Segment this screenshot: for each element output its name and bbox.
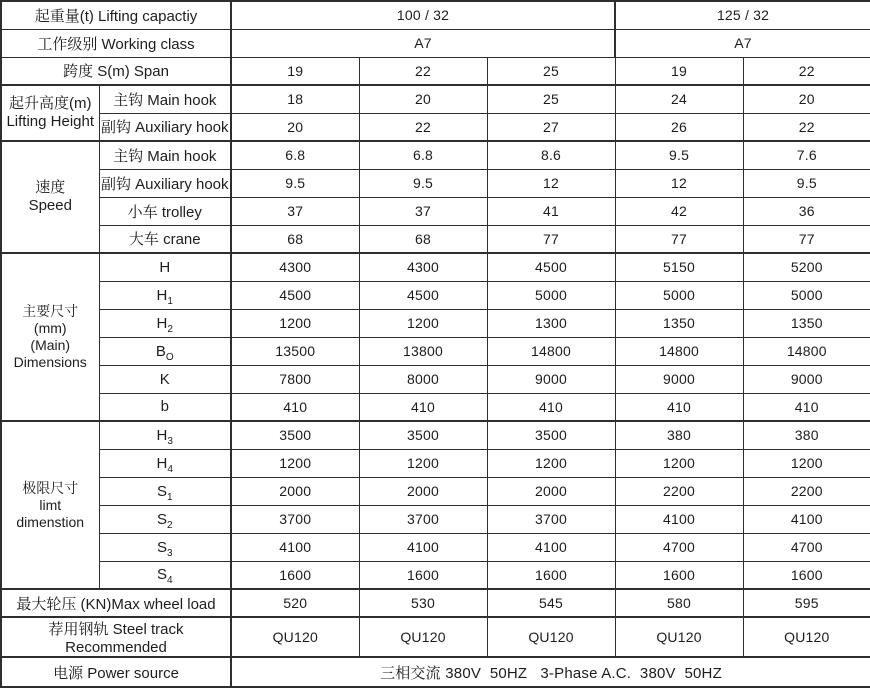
value-cell: 7800 xyxy=(231,365,359,393)
value-cell: 1350 xyxy=(743,309,870,337)
dim-symbol: B xyxy=(155,342,166,360)
value-cell: 20 xyxy=(743,85,870,113)
section-label-line: (mm) xyxy=(33,320,67,336)
row-dim-H4 xyxy=(1,449,870,477)
value-cell: QU120 xyxy=(743,617,870,657)
value-cell: 77 xyxy=(487,225,615,253)
value-cell: 1300 xyxy=(487,309,615,337)
section-label-line: (Main) xyxy=(30,337,71,353)
dim-symbol: b xyxy=(160,398,169,416)
value-cell: 380 xyxy=(615,421,743,449)
value-cell: 4500 xyxy=(487,253,615,281)
section-limit-dimension-label xyxy=(1,421,99,589)
value-cell: 4300 xyxy=(231,253,359,281)
value-cell: 5000 xyxy=(615,281,743,309)
span-value: 22 xyxy=(743,57,870,85)
value-cell: 4500 xyxy=(359,281,487,309)
value-cell: 3500 xyxy=(231,421,359,449)
value-cell: 3500 xyxy=(487,421,615,449)
row-label-cell xyxy=(99,477,231,505)
power-source-label: 电源 Power source xyxy=(1,657,231,687)
row-label-cell xyxy=(99,561,231,589)
value-cell: 42 xyxy=(615,197,743,225)
value-cell: 24 xyxy=(615,85,743,113)
value-cell: 1200 xyxy=(743,449,870,477)
dim-subscript: 1 xyxy=(166,491,173,503)
row-speed-aux-hook xyxy=(1,169,870,197)
row-max-wheel-load xyxy=(1,589,870,617)
value-cell: 1600 xyxy=(231,561,359,589)
section-label-line: 极限尺寸 xyxy=(22,479,79,496)
value-cell: 8.6 xyxy=(487,141,615,169)
row-span xyxy=(1,57,870,85)
value-cell: 380 xyxy=(743,421,870,449)
value-cell: 20 xyxy=(231,113,359,141)
row-label-cell xyxy=(99,309,231,337)
value-cell: 2000 xyxy=(487,477,615,505)
value-cell: 1600 xyxy=(487,561,615,589)
row-speed-main-hook xyxy=(1,141,870,169)
lifting-capacity-value-group1: 100 / 32 xyxy=(231,1,615,29)
value-cell: 4300 xyxy=(359,253,487,281)
value-cell: 27 xyxy=(487,113,615,141)
value-cell: 545 xyxy=(487,589,615,617)
row-label-cell xyxy=(99,365,231,393)
value-cell: 6.8 xyxy=(359,141,487,169)
value-cell: 6.8 xyxy=(231,141,359,169)
lifting-capacity-label: 起重量(t) Lifting capactiy xyxy=(1,1,231,29)
row-speed-crane xyxy=(1,225,870,253)
section-label-line: Lifting Height xyxy=(6,113,95,130)
value-cell: 8000 xyxy=(359,365,487,393)
dim-subscript: O xyxy=(165,351,174,363)
row-steel-track xyxy=(1,617,870,657)
working-class-label: 工作级别 Working class xyxy=(1,29,231,57)
row-lifting-capacity xyxy=(1,1,870,29)
value-cell: 5000 xyxy=(487,281,615,309)
section-lifting-height-label xyxy=(1,85,99,141)
value-cell: 12 xyxy=(487,169,615,197)
value-cell: 9.5 xyxy=(743,169,870,197)
row-dim-H3 xyxy=(1,421,870,449)
row-working-class xyxy=(1,29,870,57)
row-dim-H1 xyxy=(1,281,870,309)
max-wheel-load-label: 最大轮压 (KN)Max wheel load xyxy=(1,589,231,617)
dim-symbol: S xyxy=(156,482,167,500)
working-class-value-group1: A7 xyxy=(231,29,615,57)
value-cell: 22 xyxy=(743,113,870,141)
section-label-line: 速度 xyxy=(35,179,66,196)
value-cell: QU120 xyxy=(231,617,359,657)
row-label-cell xyxy=(99,281,231,309)
value-cell: 580 xyxy=(615,589,743,617)
dim-symbol: H xyxy=(159,258,171,276)
working-class-value-group2: A7 xyxy=(615,29,870,57)
dim-symbol: H xyxy=(156,454,168,472)
value-cell: 12 xyxy=(615,169,743,197)
span-label: 跨度 S(m) Span xyxy=(1,57,231,85)
dim-subscript: 3 xyxy=(167,435,173,447)
value-cell: 4100 xyxy=(359,533,487,561)
value-cell: 9000 xyxy=(743,365,870,393)
row-dim-S2 xyxy=(1,505,870,533)
span-value: 19 xyxy=(231,57,359,85)
value-cell: 4100 xyxy=(231,533,359,561)
row-dim-S4 xyxy=(1,561,870,589)
value-cell: 20 xyxy=(359,85,487,113)
value-cell: 520 xyxy=(231,589,359,617)
value-cell: 5200 xyxy=(743,253,870,281)
value-cell: 2200 xyxy=(615,477,743,505)
span-value: 22 xyxy=(359,57,487,85)
value-cell: 1600 xyxy=(359,561,487,589)
value-cell: QU120 xyxy=(487,617,615,657)
row-dim-H xyxy=(1,253,870,281)
steel-track-label-line: 荐用钢轨 Steel track xyxy=(48,621,184,638)
value-cell: 5000 xyxy=(743,281,870,309)
value-cell: 14800 xyxy=(615,337,743,365)
value-cell: 410 xyxy=(487,393,615,421)
section-label-line: 起升高度(m) xyxy=(9,95,92,112)
value-cell: 410 xyxy=(615,393,743,421)
dim-symbol: H xyxy=(156,286,168,304)
row-label-cell xyxy=(99,449,231,477)
row-dim-B0 xyxy=(1,337,870,365)
row-label-cell xyxy=(99,393,231,421)
dim-subscript: 1 xyxy=(167,295,173,307)
value-cell: 410 xyxy=(743,393,870,421)
value-cell: 77 xyxy=(743,225,870,253)
value-cell: 9.5 xyxy=(359,169,487,197)
span-value: 19 xyxy=(615,57,743,85)
value-cell: 1200 xyxy=(359,449,487,477)
value-cell: 7.6 xyxy=(743,141,870,169)
row-label-cell: 小车 trolley xyxy=(99,197,231,225)
section-speed-label xyxy=(1,141,99,253)
value-cell: 68 xyxy=(231,225,359,253)
section-label-line: Speed xyxy=(28,197,72,214)
value-cell: 1200 xyxy=(231,309,359,337)
value-cell: 22 xyxy=(359,113,487,141)
value-cell: 3500 xyxy=(359,421,487,449)
value-cell: 13800 xyxy=(359,337,487,365)
value-cell: 4100 xyxy=(487,533,615,561)
row-lifting-height-main-hook xyxy=(1,85,870,113)
dim-symbol: H xyxy=(156,314,168,332)
value-cell: 41 xyxy=(487,197,615,225)
lifting-capacity-value-group2: 125 / 32 xyxy=(615,1,870,29)
row-label-cell: 主钩 Main hook xyxy=(99,141,231,169)
row-lifting-height-aux-hook xyxy=(1,113,870,141)
steel-track-label xyxy=(1,617,231,657)
row-label-cell xyxy=(99,421,231,449)
dim-symbol: K xyxy=(159,370,170,388)
value-cell: 2200 xyxy=(743,477,870,505)
row-label-cell: 副钩 Auxiliary hook xyxy=(99,113,231,141)
value-cell: 4500 xyxy=(231,281,359,309)
value-cell: 14800 xyxy=(743,337,870,365)
value-cell: 13500 xyxy=(231,337,359,365)
value-cell: 5150 xyxy=(615,253,743,281)
row-speed-trolley xyxy=(1,197,870,225)
value-cell: 18 xyxy=(231,85,359,113)
section-label-line: limt xyxy=(39,496,62,513)
value-cell: 3700 xyxy=(359,505,487,533)
section-label-line: dimenstion xyxy=(16,513,85,530)
dim-symbol: S xyxy=(156,538,167,556)
dim-subscript: 4 xyxy=(167,463,173,475)
section-label-line: Dimensions xyxy=(13,354,87,370)
value-cell: 530 xyxy=(359,589,487,617)
value-cell: QU120 xyxy=(359,617,487,657)
value-cell: 4700 xyxy=(615,533,743,561)
dim-symbol: H xyxy=(156,426,168,444)
row-dim-S1 xyxy=(1,477,870,505)
steel-track-label-line: Recommended xyxy=(65,639,167,656)
value-cell: 68 xyxy=(359,225,487,253)
value-cell: 26 xyxy=(615,113,743,141)
row-label-cell: 副钩 Auxiliary hook xyxy=(99,169,231,197)
value-cell: 1200 xyxy=(615,449,743,477)
value-cell: 14800 xyxy=(487,337,615,365)
value-cell: 2000 xyxy=(359,477,487,505)
value-cell: 3700 xyxy=(487,505,615,533)
dim-subscript: 4 xyxy=(166,575,173,587)
row-label-cell: 主钩 Main hook xyxy=(99,85,231,113)
row-dim-K xyxy=(1,365,870,393)
value-cell: 410 xyxy=(359,393,487,421)
dim-subscript: 2 xyxy=(166,519,173,531)
row-power-source xyxy=(1,657,870,687)
row-label-cell xyxy=(99,533,231,561)
value-cell: 9000 xyxy=(615,365,743,393)
value-cell: 1200 xyxy=(231,449,359,477)
dim-symbol: S xyxy=(156,566,167,584)
dim-subscript: 3 xyxy=(166,547,173,559)
value-cell: 36 xyxy=(743,197,870,225)
value-cell: 595 xyxy=(743,589,870,617)
row-label-cell xyxy=(99,505,231,533)
row-label-cell xyxy=(99,253,231,281)
value-cell: 2000 xyxy=(231,477,359,505)
row-label-cell xyxy=(99,337,231,365)
value-cell: 3700 xyxy=(231,505,359,533)
value-cell: 1200 xyxy=(487,449,615,477)
section-main-dimensions-label xyxy=(1,253,99,421)
row-dim-S3 xyxy=(1,533,870,561)
value-cell: 4100 xyxy=(743,505,870,533)
row-dim-H2 xyxy=(1,309,870,337)
value-cell: 37 xyxy=(231,197,359,225)
value-cell: 4700 xyxy=(743,533,870,561)
value-cell: 9.5 xyxy=(231,169,359,197)
value-cell: 1200 xyxy=(359,309,487,337)
value-cell: 9000 xyxy=(487,365,615,393)
value-cell: 25 xyxy=(487,85,615,113)
value-cell: 9.5 xyxy=(615,141,743,169)
dim-subscript: 2 xyxy=(167,323,173,335)
value-cell: 410 xyxy=(231,393,359,421)
section-label-line: 主要尺寸 xyxy=(22,303,79,319)
value-cell: 77 xyxy=(615,225,743,253)
value-cell: 37 xyxy=(359,197,487,225)
value-cell: 1600 xyxy=(743,561,870,589)
row-label-cell: 大车 crane xyxy=(99,225,231,253)
value-cell: 1600 xyxy=(615,561,743,589)
power-source-value: 三相交流 380V 50HZ 3-Phase A.C. 380V 50HZ xyxy=(231,657,870,687)
value-cell: 1350 xyxy=(615,309,743,337)
value-cell: QU120 xyxy=(615,617,743,657)
span-value: 25 xyxy=(487,57,615,85)
row-dim-b xyxy=(1,393,870,421)
dim-symbol: S xyxy=(156,510,167,528)
value-cell: 4100 xyxy=(615,505,743,533)
